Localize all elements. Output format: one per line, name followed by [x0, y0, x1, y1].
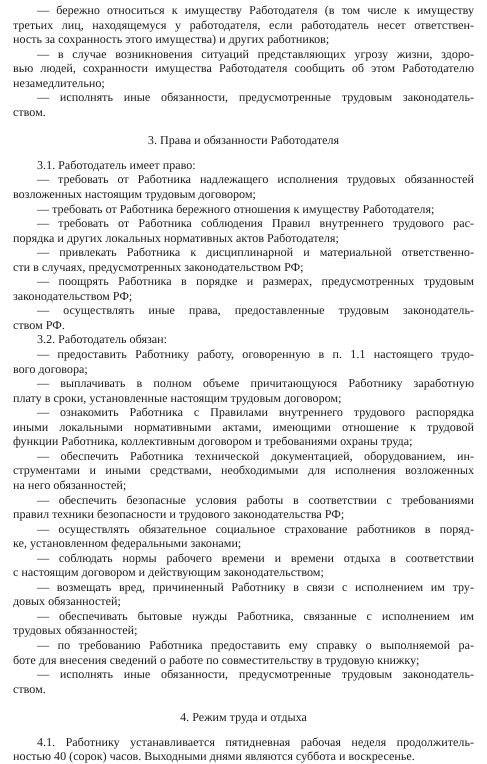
text-line: вого договора; [13, 361, 88, 376]
clause-4-1 [13, 735, 474, 764]
text-line: — по требованию Работника предоставить ему справку о выполняемой ра- [37, 637, 474, 652]
clause-3-1: 3.1. Работодатель имеет право: [37, 157, 196, 172]
text-line: — исполнять иные обязанности, предусмотренные трудовым законодатель- [37, 90, 474, 105]
text-line: ством РФ. [13, 317, 65, 332]
list-item [13, 47, 474, 91]
text-line: — требовать от Работника надлежащего исполнения трудовых обязанностей [37, 172, 474, 187]
list-item [13, 449, 474, 493]
text-line: возложенных настоящим трудовым договором; [13, 187, 256, 202]
text-line: струментами и иными средствами, необходимыми для исполнения возложенных [13, 463, 474, 478]
text-line: — осуществлять иные права, предоставленные трудовым законодатель- [37, 303, 474, 318]
list-item [13, 303, 474, 332]
list-item [13, 347, 474, 376]
text-line: — обеспечить Работника технической документацией, оборудованием, ин- [37, 448, 474, 463]
text-line: правил техники безопасности и трудового законодательства РФ; [13, 507, 345, 522]
list-item [13, 609, 474, 638]
text-line: порядка и других локальных нормативных актов Работодателя; [13, 230, 339, 245]
list-item [13, 376, 474, 405]
text-line: ке, установленном федеральными законами; [13, 536, 242, 551]
text-line: — обеспечить безопасные условия работы в соответствии с требованиями [37, 492, 474, 507]
text-line: вью людей, сохранности имущества Работодателя сообщить об этом Работодателю [13, 61, 474, 76]
text-line: — обеспечивать бытовые нужды Работника, связанные с исполнением им [37, 608, 474, 623]
rights-list [13, 172, 474, 332]
text-line: законодательством РФ; [13, 288, 133, 303]
text-line: боте для внесения сведений о работе по совместительству в трудовую книжку; [13, 652, 420, 667]
text-line: ность за сохранность этого имущества) и других работников; [13, 32, 330, 47]
text-line: довых обязанностей; [13, 594, 121, 609]
text-line: ством. [13, 104, 46, 119]
clause-3-2: 3.2. Работодатель обязан: [37, 332, 167, 347]
list-item [13, 580, 474, 609]
text-line: третьих лиц, находящемуся у работодателя, если работодатель несет ответствен- [13, 17, 474, 32]
text-line: — требовать от Работника бережного отношения к имуществу Работодателя; [37, 201, 435, 216]
list-item [13, 90, 474, 119]
list-item [13, 172, 474, 201]
duties-list [13, 347, 474, 696]
text-line: незамедлительно; [13, 75, 105, 90]
text-line: на него обязанностей; [13, 477, 127, 492]
text-line: сти в случаях, предусмотренных законодательством РФ; [13, 259, 304, 274]
text-line: — требовать от Работника соблюдения Правил внутреннего трудового рас- [37, 216, 474, 231]
text-line: плату в сроки, установленные настоящим трудовым договором; [13, 390, 342, 405]
list-item [13, 638, 474, 667]
section-4-heading: 4. Режим труда и отдыха [180, 710, 307, 725]
text-line: иными локальными нормативными актами, имеющими отношение к трудовой [13, 419, 474, 434]
text-line: ством. [13, 681, 46, 696]
list-item [13, 493, 474, 522]
text-line: ностью 40 (сорок) часов. Выходными днями являются суббота и воскресенье. [13, 749, 415, 764]
text-line: — осуществлять обязательное социальное страхование работников в поряд- [37, 521, 474, 536]
list-item [13, 245, 474, 274]
list-item [13, 274, 474, 303]
list-item [13, 3, 474, 47]
text-line: — соблюдать нормы рабочего времени и времени отдыха в соответствии [37, 550, 474, 565]
list-item [13, 405, 474, 449]
text-line: — выплачивать в полном объеме причитающуюся Работнику заработную [37, 376, 474, 391]
list-item [13, 667, 474, 696]
section-3-heading: 3. Права и обязанности Работодателя [147, 133, 340, 148]
text-line: функции Работника, коллективным договором и требованиями охраны труда; [13, 434, 413, 449]
list-item [13, 522, 474, 551]
text-line: — привлекать Работника к дисциплинарной и материальной ответственно- [37, 245, 474, 260]
text-line: — ознакомить Работника с Правилами внутреннего трудового распорядка [37, 405, 474, 420]
list-item [13, 202, 474, 217]
text-line: 4.1. Работнику устанавливается пятидневная рабочая неделя продолжитель- [37, 734, 474, 749]
text-line: — возмещать вред, причиненный Работнику в связи с исполнением им тру- [37, 579, 474, 594]
intro-list [13, 3, 474, 119]
text-line: трудовых обязанностей; [13, 623, 138, 638]
text-line: — в случае возникновения ситуаций представляющих угрозу жизни, здоро- [37, 46, 474, 61]
text-line: — предоставить Работнику работу, оговоренную в п. 1.1 настоящего трудо- [37, 347, 474, 362]
text-line: с настоящим договором и действующим законодательством; [13, 565, 324, 580]
list-item [13, 551, 474, 580]
text-line: — поощрять Работника в порядке и размерах, предусмотренных трудовым [37, 274, 474, 289]
text-line: — исполнять иные обязанности, предусмотренные трудовым законодатель- [37, 667, 474, 682]
text-line: — бережно относиться к имуществу Работодателя (в том числе к имуществу [37, 3, 474, 17]
list-item [13, 216, 474, 245]
